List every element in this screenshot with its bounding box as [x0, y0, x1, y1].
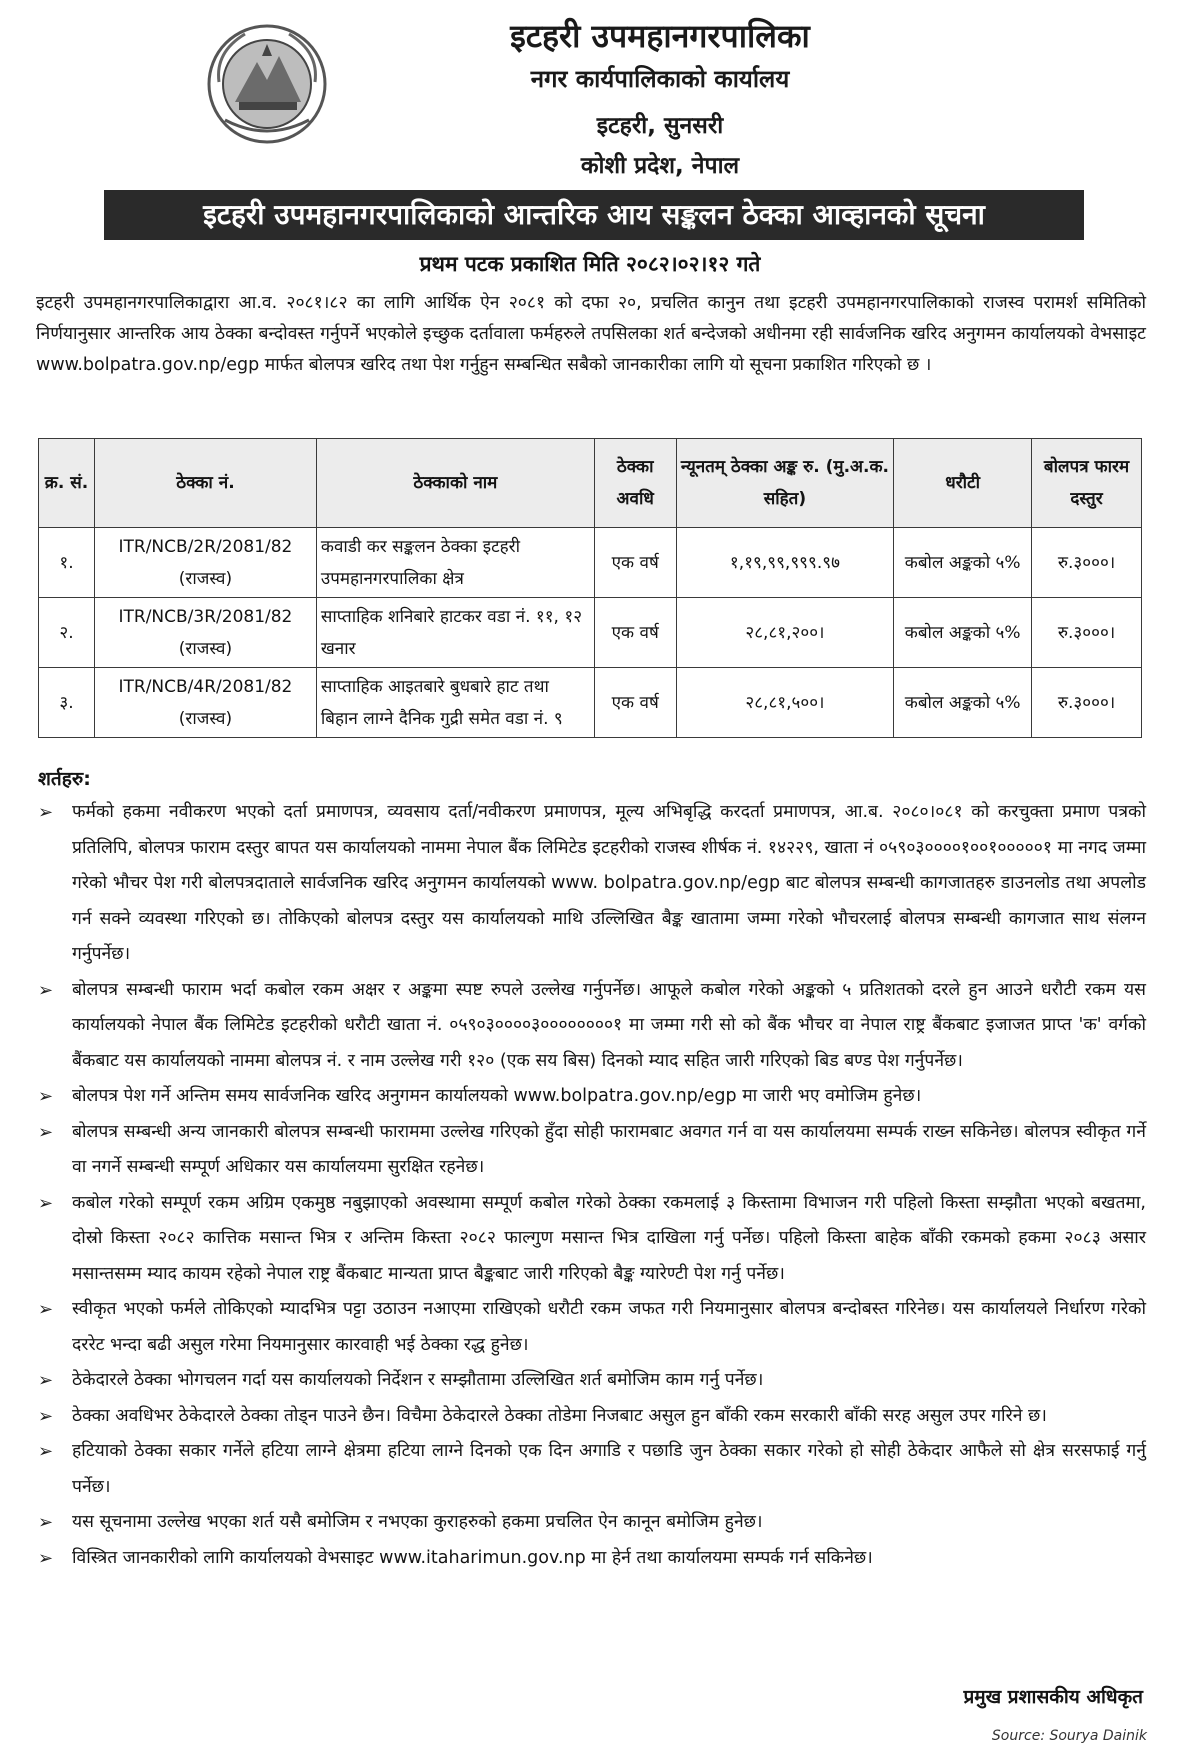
condition-text: बोलपत्र पेश गर्ने अन्तिम समय सार्वजनिक खरिद अनुगमन कार्यालयको www.bolpatra.gov.np/egp मा जारी भए वमोजिम हुनेछ। [72, 1086, 922, 1106]
conditions-list [38, 795, 1146, 1576]
condition-text: फर्मको हकमा नवीकरण भएको दर्ता प्रमाणपत्र, व्यवसाय दर्ता/नवीकरण प्रमाणपत्र, मूल्य अभिबृद्धि करदर्ता प्रमाणपत्र, आ.ब. २०८०।०८१ को करचुक्ता प्रमाण पत्रको प्रतिलिपि, बोलपत्र फाराम दस्तुर बापत यस कार्यालयको नाममा नेपाल बैंक लिमिटेड इटहरीको राजस्व शीर्षक नं. १४२२९, खाता नं ०५९०३००००१००१०००००१ मा नगद जम्मा गरेको भौचर पेश गरी बोलपत्रदाताले सार्वजनिक खरिद अनुगमन कार्यालयको www. bolpatra.gov.np/egp बाट बोलपत्र सम्बन्धी कागजातहरु डाउनलोड तथा अपलोड गर्न सक्ने व्यवस्था गरिएको छ। तोकिएको बोलपत्र दस्तुर यस कार्यालयको माथि उल्लिखित बैङ्क खातामा जम्मा गरेको भौचरलाई बोलपत्र सम्बन्धी कागजात साथ संलग्न गर्नुपर्नेछ। [72, 802, 1146, 964]
conditions-title: शर्तहरु: [38, 768, 91, 790]
list-item [38, 795, 1146, 973]
condition-text: बोलपत्र सम्बन्धी फाराम भर्दा कबोल रकम अक्षर र अङ्कमा स्पष्ट रुपले उल्लेख गर्नुपर्नेछ। आफूले कबोल गरेको अङ्कको ५ प्रतिशतको दरले हुन आउने धरौटी रकम यस कार्यालयको नेपाल बैंक लिमिटेड इटहरीको धरौटी खाता नं. ०५९०३००००३००००००००१ मा जम्मा गरी सो को बैंक भौचर वा नेपाल राष्ट्र बैंकबाट इजाजत प्राप्त 'क' वर्गको बैंकबाट यस कार्यालयको नाममा बोलपत्र नं. र नाम उल्लेख गरी १२० (एक सय बिस) दिनको म्याद सहित जारी गरिएको बिड बण्ड पेश गर्नुपर्नेछ। [72, 979, 1146, 1071]
cell-sn: २. [39, 598, 95, 668]
source-credit: Source: Sourya Dainik [991, 1728, 1147, 1744]
cell-amount: २८,८१,५००। [676, 668, 894, 738]
arrow-bullet-icon: ➢ [38, 1547, 54, 1569]
arrow-bullet-icon: ➢ [38, 1441, 54, 1462]
cell-fee: रु.३०००। [1032, 528, 1142, 598]
col-form-fee: बोलपत्र फारम दस्तुर [1032, 439, 1142, 528]
notice-title-banner: इटहरी उपमहानगरपालिकाको आन्तरिक आय सङ्कलन ठेक्का आव्हानको सूचना [104, 190, 1084, 240]
cell-deposit: कबोल अङ्कको ५% [894, 598, 1032, 668]
table-row [39, 598, 1142, 668]
condition-text: हटियाको ठेक्का सकार गर्नेले हटिया लाग्ने क्षेत्रमा हटिया लाग्ने दिनको एक दिन अगाडि र पछाडि जुन ठेक्का सकार गरेको हो सोही ठेकेदार आफैले सो क्षेत्र सरसफाई गर्नु पर्नेछ। [72, 1441, 1146, 1497]
condition-text: यस सूचनामा उल्लेख भएका शर्त यसै बमोजिम र नभएका कुराहरुको हकमा प्रचलित ऐन कानून बमोजिम हुनेछ। [72, 1512, 763, 1532]
cell-contract-no: ITR/NCB/4R/2081/82 (राजस्व) [95, 668, 317, 738]
list-item [38, 1115, 1146, 1186]
arrow-bullet-icon: ➢ [38, 802, 54, 823]
condition-text: कबोल गरेको सम्पूर्ण रकम अग्रिम एकमुष्ठ नबुझाएको अवस्थामा सम्पूर्ण कबोल गरेको ठेक्का रकमलाई ३ किस्तामा विभाजन गरी पहिलो किस्ता सम्झौता भएको बखतमा, दोस्रो किस्ता २०८२ कात्तिक मसान्त भित्र र अन्तिम किस्ता २०८२ फाल्गुण मसान्त भित्र दाखिला गर्नु पर्नेछ। पहिलो किस्ता बाहेक बाँकी रकमको हकमा २०८३ असार मसान्तसम्म म्याद कायम रहेको नेपाल राष्ट्र बैंकबाट मान्यता प्राप्त बैङ्कबाट जारी गरिएको बैङ्क ग्यारेण्टी पेश गर्नु पर्नेछ। [72, 1192, 1146, 1284]
list-item [38, 1399, 1146, 1435]
arrow-bullet-icon: ➢ [38, 1121, 54, 1143]
list-item [38, 1434, 1146, 1505]
tender-table [38, 438, 1142, 738]
office-location: इटहरी, सुनसरी [596, 113, 724, 139]
list-item [38, 1541, 1146, 1577]
col-duration: ठेक्का अवधि [594, 439, 676, 528]
cell-sn: ३. [39, 668, 95, 738]
condition-text: ठेकेदारले ठेक्का भोगचलन गर्दा यस कार्यालयको निर्देशन र सम्झौतामा उल्लिखित शर्त बमोजिम काम गर्नु पर्नेछ। [72, 1370, 764, 1390]
cell-deposit: कबोल अङ्कको ५% [894, 528, 1032, 598]
office-name: नगर कार्यपालिकाको कार्यालय [530, 65, 790, 93]
cell-contract-name: साप्ताहिक आइतबारे बुधबारे हाट तथा बिहान लाग्ने दैनिक गुद्री समेत वडा नं. ९ [316, 668, 594, 738]
government-emblem-icon [205, 22, 330, 147]
signatory: प्रमुख प्रशासकीय अधिकृत [963, 1686, 1143, 1708]
arrow-bullet-icon: ➢ [38, 1299, 54, 1320]
cell-sn: १. [39, 528, 95, 598]
condition-text: ठेक्का अवधिभर ठेकेदारले ठेक्का तोड्न पाउने छैन। विचैमा ठेकेदारले ठेक्का तोडेमा निजबाट असुल हुन बाँकी रकम सरकारी बाँकी सरह असुल उपर गरिने छ। [72, 1405, 1047, 1426]
cell-deposit: कबोल अङ्कको ५% [894, 668, 1032, 738]
arrow-bullet-icon: ➢ [38, 1370, 54, 1391]
list-item [38, 973, 1146, 1080]
cell-contract-no: ITR/NCB/2R/2081/82 (राजस्व) [95, 528, 317, 598]
cell-duration: एक वर्ष [594, 598, 676, 668]
list-item [38, 1292, 1146, 1363]
col-deposit: धरौटी [894, 439, 1032, 528]
cell-fee: रु.३०००। [1032, 598, 1142, 668]
arrow-bullet-icon: ➢ [38, 1512, 54, 1533]
col-contract-name: ठेक्काको नाम [316, 439, 594, 528]
cell-contract-name: कवाडी कर सङ्कलन ठेक्का इटहरी उपमहानगरपालिका क्षेत्र [316, 528, 594, 598]
arrow-bullet-icon: ➢ [38, 1192, 54, 1214]
cell-amount: २८,८१,२००। [676, 598, 894, 668]
cell-fee: रु.३०००। [1032, 668, 1142, 738]
published-date: प्रथम पटक प्रकाशित मिति २०८२।०२।१२ गते [419, 252, 761, 276]
list-item [38, 1186, 1146, 1293]
col-sn: क्र. सं. [39, 439, 95, 528]
office-province: कोशी प्रदेश, नेपाल [580, 153, 740, 179]
col-contract-no: ठेक्का नं. [95, 439, 317, 528]
cell-duration: एक वर्ष [594, 668, 676, 738]
cell-duration: एक वर्ष [594, 528, 676, 598]
condition-text: विस्त्रित जानकारीको लागि कार्यालयको वेभसाइट www.itaharimun.gov.np मा हेर्न तथा कार्यालयमा सम्पर्क गर्न सकिनेछ। [72, 1547, 873, 1568]
condition-text: स्वीकृत भएको फर्मले तोकिएको म्यादभित्र पट्टा उठाउन नआएमा राखिएको धरौटी रकम जफत गरी नियमानुसार बोलपत्र बन्दोबस्त गरिनेछ। यस कार्यालयले निर्धारण गरेको दररेट भन्दा बढी असुल गरेमा नियमानुसार कारवाही भई ठेक्का रद्ध हुनेछ। [72, 1299, 1146, 1355]
cell-contract-no: ITR/NCB/3R/2081/82 (राजस्व) [95, 598, 317, 668]
cell-amount: १,१९,९९,९९९.९७ [676, 528, 894, 598]
list-item [38, 1079, 1146, 1115]
arrow-bullet-icon: ➢ [38, 1405, 54, 1427]
table-row [39, 528, 1142, 598]
municipality-name: इटहरी उपमहानगरपालिका [510, 17, 810, 55]
condition-text: बोलपत्र सम्बन्धी अन्य जानकारी बोलपत्र सम्बन्धी फाराममा उल्लेख गरिएको हुँदा सोही फारामबाट अवगत गर्न वा यस कार्यालयमा सम्पर्क राख्न सकिनेछ। बोलपत्र स्वीकृत गर्ने वा नगर्ने सम्बन्धी सम्पूर्ण अधिकार यस कार्यालयमा सुरक्षित रहनेछ। [72, 1121, 1146, 1177]
list-item [38, 1363, 1146, 1399]
table-header-row [39, 439, 1142, 528]
cell-contract-name: साप्ताहिक शनिबारे हाटकर वडा नं. ११, १२ खनार [316, 598, 594, 668]
table-row [39, 668, 1142, 738]
list-item [38, 1505, 1146, 1541]
arrow-bullet-icon: ➢ [38, 1086, 54, 1107]
arrow-bullet-icon: ➢ [38, 979, 54, 1001]
intro-paragraph: इटहरी उपमहानगरपालिकाद्वारा आ.व. २०८१।८२ का लागि आर्थिक ऐन २०८१ को दफा २०, प्रचलित कानुन तथा इटहरी उपमहानगरपालिकाको राजस्व परामर्श समितिको निर्णयानुसार आन्तरिक आय ठेक्का बन्दोवस्त गर्नुपर्ने भएकोले इच्छुक दर्तावाला फर्महरुले तपसिलका शर्त बन्देजको अधीनमा रही सार्वजनिक खरिद अनुगमन कार्यालयको वेभसाइट www.bolpatra.gov.np/egp मार्फत बोलपत्र खरिद तथा पेश गर्नुहुन सम्बन्धित सबैको जानकारीका लागि यो सूचना प्रकाशित गरिएको छ । [36, 293, 1146, 375]
col-min-amount: न्यूनतम् ठेक्का अङ्क रु. (मु.अ.क. सहित) [676, 439, 894, 528]
